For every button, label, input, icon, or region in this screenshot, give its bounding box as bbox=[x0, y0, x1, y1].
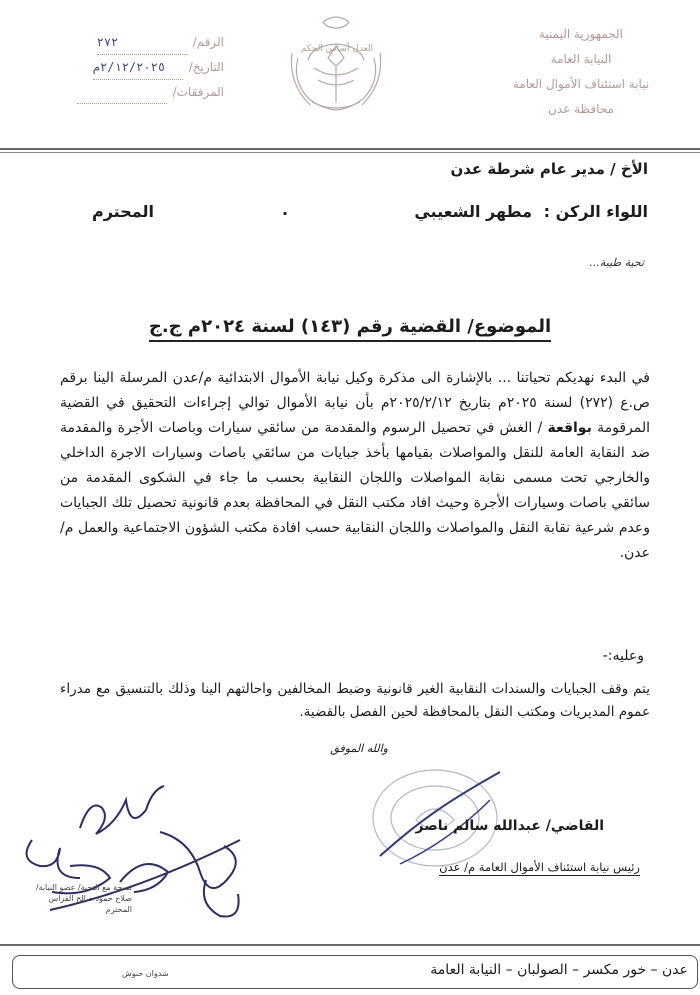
body-part-1: في البدء نهديكم تحياتنا ... بالإشارة الى مذكرة وكيل نيابة الأموال الابتدائية م/عدن المرسلة الينا برقم ص.ع (٢٧٢) لسنة ٢٠٢٥م بتاريخ ٢٠٢٥/٢/١٢م بأن نيابة الأموال توالي إجراءات التحقيق في القضية المرقومة bbox=[60, 370, 650, 436]
header-line-prosecution: النيابة العامة bbox=[550, 52, 612, 66]
footer-signature-label: شدوان حنوش bbox=[122, 969, 169, 978]
copy-distribution-note: نسخة مع التحية/ عضو النيابة/ صلاح حمود صالح الفراس المحترم bbox=[35, 883, 132, 914]
signatory-title: رئيس نيابة استئناف الأموال العامة م/ عدن bbox=[439, 860, 640, 874]
decision-paragraph: يتم وقف الجبايات والسندات النقابية الغير قانونية وضبط المخالفين واحالتهم الينا وذلك بالتنسيق مع مدراء عموم المديريات ومكتب النقل بالمحافظة لحين الفصل بالقضية. bbox=[60, 681, 650, 720]
therefore-heading: وعليه:- bbox=[602, 648, 644, 664]
body-bold-term: بواقعة bbox=[547, 420, 592, 436]
recipient-rank: اللواء الركن : bbox=[543, 202, 648, 221]
date-label: التاريخ/ bbox=[188, 60, 224, 74]
footer-divider bbox=[0, 944, 700, 946]
letter-body bbox=[60, 366, 650, 566]
header-reference-block bbox=[14, 30, 224, 104]
attachments-label: المرفقات/ bbox=[172, 85, 224, 99]
header-line-office: نيابة استئناف الأموال العامة bbox=[512, 77, 650, 91]
emblem-caption: العدل أساس الحكم bbox=[300, 44, 374, 54]
yemen-emblem-icon bbox=[278, 8, 394, 120]
recipient-name: مطهر الشعيبي bbox=[414, 202, 533, 221]
recipient-dot: . bbox=[282, 200, 289, 219]
recipient-line: الأخ / مدير عام شرطة عدن bbox=[450, 160, 648, 178]
signatory-name: القاضي/ عبدالله سالم ناصر bbox=[415, 818, 604, 834]
greeting: تحية طيبة... bbox=[589, 256, 644, 269]
subject-text: الموضوع/ القضية رقم (١٤٣) لسنة ٢٠٢٤م ج.ج bbox=[149, 316, 551, 342]
closing-phrase: والله الموفق bbox=[330, 742, 388, 755]
recipient-name-line bbox=[414, 202, 648, 221]
body-part-2: / الغش في تحصيل الرسوم والمقدمة من سائقي سيارات وباصات الأجرة والمقدمة ضد النقابة العامة للنقل والمواصلات بقيامها بأخذ جبايات من سائقي باصات وسيارات الاجرة الداخلي والخارجي تحت مسمى نقابة المواصلات واللجان النقابية بحسب ما جاء في الشكوى المقدمة من سائقي باصات وسيارات الأجرة وحيث افاد مكتب النقل في المحافظة بعدم قانونية تحصيل تلك الجبايات وعدم شرعية نقابة النقل والمواصلات واللجان النقابية حسب افادة مكتب الشؤون الاجتماعية والعمل م/عدن. bbox=[60, 420, 650, 561]
date-value: ٢/١٢/٢٠٢٥م bbox=[93, 55, 183, 80]
ref-value: ٢٧٢ bbox=[97, 30, 187, 55]
subject-line bbox=[0, 316, 700, 337]
header-authority-block bbox=[486, 22, 676, 122]
header-divider-thick bbox=[0, 148, 700, 150]
header-line-governorate: محافظة عدن bbox=[548, 102, 614, 116]
footer-address: عدن – خور مكسر – الصولبان – النيابة العامة bbox=[430, 962, 688, 978]
attachments-value bbox=[77, 80, 167, 104]
header-divider-thin bbox=[0, 152, 700, 153]
recipient-honorific: المحترم bbox=[92, 202, 154, 221]
header-line-republic: الجمهورية اليمنية bbox=[538, 27, 623, 41]
ref-label: الرقم/ bbox=[192, 35, 224, 49]
